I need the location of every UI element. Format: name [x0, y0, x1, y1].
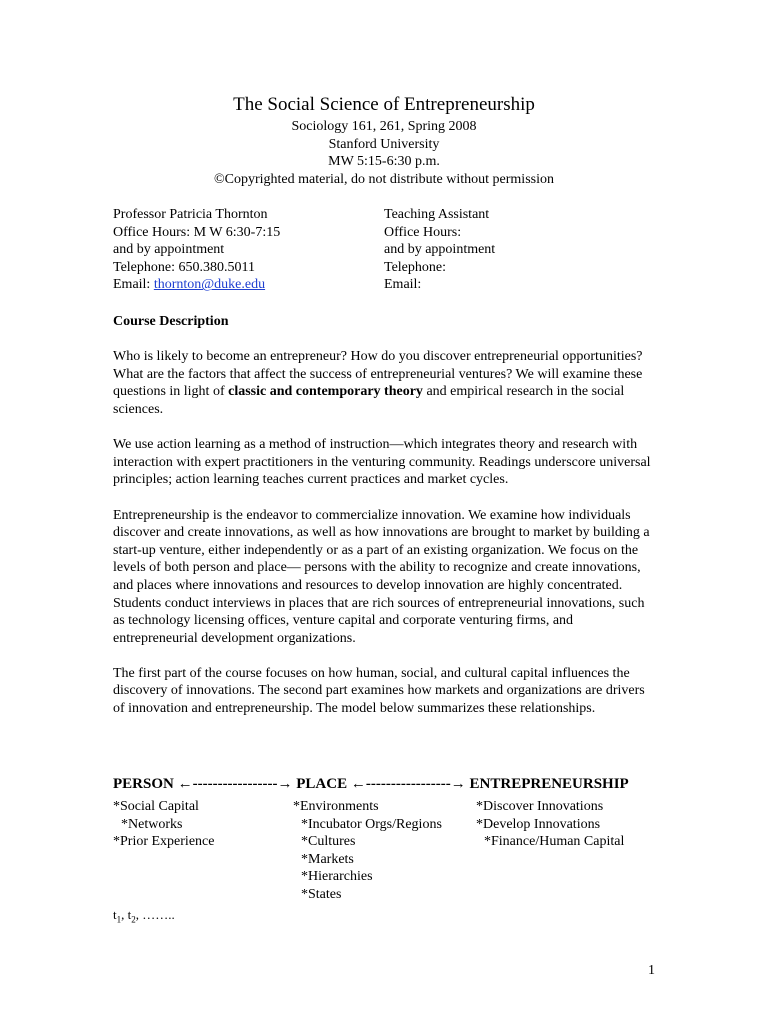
person-factors — [113, 798, 214, 851]
class-schedule: MW 5:15-6:30 p.m. — [328, 154, 440, 170]
professor-email-link[interactable]: thornton@duke.edu — [153, 277, 266, 293]
bold-phrase: classic and contemporary theory — [228, 384, 423, 400]
professor-telephone: Telephone: 650.380.5011 — [113, 259, 255, 275]
list-item: *Finance/Human Capital — [484, 834, 625, 850]
model-person-label: PERSON — [113, 776, 174, 792]
model-columns — [113, 796, 653, 906]
model-place-label: PLACE — [296, 776, 348, 792]
assistant-telephone: Telephone: — [384, 259, 446, 275]
professor-contact — [113, 206, 373, 294]
list-item: *States — [301, 886, 342, 902]
list-item: *Social Capital — [113, 799, 199, 814]
model-entrepreneurship-label: ENTREPRENEURSHIP — [469, 776, 629, 792]
description-paragraph-3: Entrepreneurship is the endeavor to commercialize innovation. We examine how individuals discover and create innovations, as well as how innovations are brought to market by building a start-up venture, either independently or as a part of an existing organization. We focus on the levels of both person and place— persons with the ability to recognize and create innovations, and places where innovations and resources to develop innovation are highly concentrated. Students conduct interviews in places that are rich sources of entrepreneurial innovations, such as technology licensing offices, venture capital and corporate venturing firms, and entrepreneurial development organizations. — [113, 507, 650, 646]
description-paragraph-2: We use action learning as a method of instruction—which integrates theory and research with interaction with expert practitioners in the venturing community. Readings underscore universal principles; action learning teaches current practices and market cycles. — [113, 437, 651, 488]
professor-appointment: and by appointment — [113, 242, 225, 258]
model-header — [113, 776, 653, 796]
assistant-office-hours: Office Hours: — [384, 224, 462, 240]
course-model — [113, 776, 653, 906]
entrepreneurship-outcomes — [476, 798, 624, 851]
left-right-arrow-icon: ←-----------------→ — [347, 776, 470, 792]
list-item: *Hierarchies — [301, 869, 373, 885]
email-label: Email: — [113, 277, 154, 293]
assistant-appointment: and by appointment — [384, 242, 496, 258]
course-code: Sociology 161, 261, Spring 2008 — [291, 119, 477, 134]
assistant-title: Teaching Assistant — [384, 207, 490, 222]
list-item: *Networks — [121, 816, 183, 832]
professor-name: Professor Patricia Thornton — [113, 207, 268, 222]
professor-email — [113, 276, 373, 294]
document-title: The Social Science of Entrepreneurship — [233, 94, 535, 115]
section-heading: Course Description — [113, 314, 229, 329]
list-item: *Develop Innovations — [476, 816, 601, 832]
professor-office-hours: Office Hours: M W 6:30-7:15 — [113, 224, 281, 240]
list-item: *Markets — [301, 851, 354, 867]
place-factors — [293, 798, 442, 904]
list-item: *Discover Innovations — [476, 799, 604, 814]
list-item: *Cultures — [301, 834, 356, 850]
course-description — [113, 313, 653, 735]
left-right-arrow-icon: ←-----------------→ — [173, 776, 297, 792]
assistant-contact — [384, 206, 644, 294]
page-number: 1 — [648, 963, 655, 978]
list-item: *Prior Experience — [113, 834, 215, 850]
description-paragraph-1: Who is likely to become an entrepreneur? How do you discover entrepreneurial opportunities? What are the factors that affect the success of entrepreneurial ventures? We will examine these questions in light of classic and contemporary theory and empirical research in the social sciences. — [113, 349, 643, 417]
course-info — [0, 118, 768, 188]
description-paragraph-4: The first part of the course focuses on how human, social, and cultural capital influences the discovery of innovations. The second part examines how markets and organizations are drivers of innovation and entrepreneurship. The model below summarizes these relationships. — [113, 665, 645, 717]
timeline-notation: $t_1$, $t_2$, …….. — [113, 907, 175, 925]
university-name: Stanford University — [328, 136, 440, 152]
copyright-notice: ©Copyrighted material, do not distribute without permission — [214, 171, 554, 187]
assistant-email: Email: — [384, 277, 422, 293]
list-item: *Environments — [293, 799, 379, 814]
list-item: *Incubator Orgs/Regions — [301, 816, 442, 832]
